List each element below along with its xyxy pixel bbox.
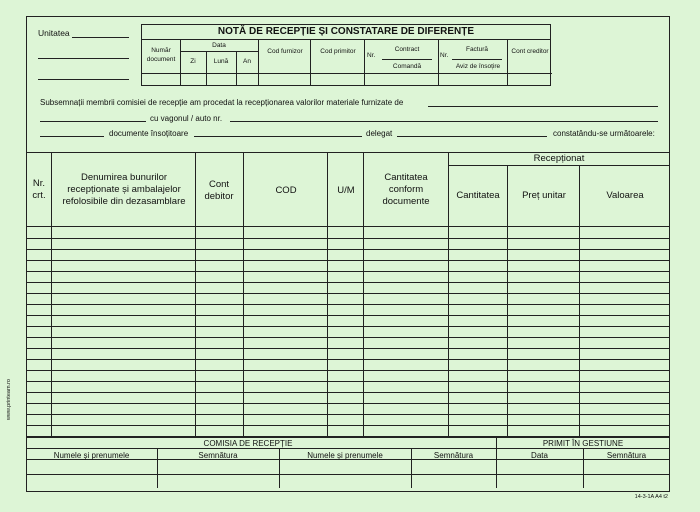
documents-field[interactable] — [194, 136, 362, 137]
col-name-header: Denumirea bunurilor recepționate și ambalajelor refolosibile din dezasamblare — [62, 172, 186, 207]
col-qty-header: Cantitatea — [456, 190, 500, 201]
invoice-nr-label: Nr. — [440, 52, 449, 59]
sign1-label: Semnătura — [198, 451, 238, 460]
header-box — [141, 24, 551, 86]
statement-line-3a: documente însoțitoare — [109, 129, 189, 138]
sign3-label: Semnătura — [606, 451, 647, 460]
unit-line-2[interactable] — [38, 58, 129, 59]
invoice-label: Factură — [465, 46, 489, 53]
col-um-header: U/M — [337, 185, 355, 196]
receiver-code-label: Cod primitor — [320, 48, 356, 55]
date-label: Data — [212, 42, 226, 49]
unit-line-1[interactable] — [72, 37, 129, 38]
unit-line-3[interactable] — [38, 79, 129, 80]
day-label: Zi — [190, 58, 196, 65]
vehicle-field[interactable] — [230, 121, 658, 122]
contract-label: Contract — [394, 46, 420, 53]
form-code: 14-3-1A A4 t2 — [634, 494, 668, 500]
name1-label: Numele și prenumele — [53, 451, 130, 460]
order-label: Comandă — [392, 63, 422, 70]
statement-line-2: cu vagonul / auto nr. — [150, 114, 223, 123]
statement-line-1: Subsemnații membrii comisiei de recepție am procedat la recepționarea valorilor materiale furnizate de — [40, 98, 404, 107]
unit-label: Unitatea — [38, 28, 70, 38]
doc-number-label: Număr document — [146, 47, 176, 63]
form-title: NOTĂ DE RECEPȚIE ȘI CONSTATARE DE DIFERENȚE — [142, 25, 550, 40]
creditor-account-label: Cont creditor — [511, 48, 549, 55]
received-group-header: Recepționat — [533, 153, 585, 164]
statement-field-3a[interactable] — [40, 136, 104, 137]
statement-line-3b: delegat — [366, 129, 393, 138]
supplier-code-label: Cod furnizor — [267, 48, 303, 55]
statement-line-3c: constatându-se următoarele: — [553, 129, 655, 138]
statement-field-2a[interactable] — [40, 121, 146, 122]
col-debit-header: Cont debitor — [204, 179, 234, 202]
delivery-note-label: Aviz de însoțire — [455, 63, 501, 70]
side-text: www.printeam.ro — [6, 379, 12, 420]
col-code-header: COD — [275, 185, 297, 196]
col-qty-doc-header: Cantitatea conform documente — [382, 172, 430, 207]
month-label: Lună — [213, 58, 229, 65]
delegate-field[interactable] — [397, 136, 547, 137]
col-price-header: Preț unitar — [522, 190, 566, 201]
contract-nr-label: Nr. — [367, 52, 376, 59]
col-value-header: Valoarea — [606, 190, 644, 201]
name2-label: Numele și prenumele — [307, 451, 383, 460]
year-label: An — [243, 58, 251, 65]
received-mgmt-label: PRIMIT ÎN GESTIUNE — [542, 439, 624, 448]
date-footer-label: Data — [531, 451, 548, 460]
commission-label: COMISIA DE RECEPȚIE — [203, 439, 293, 448]
col-nr-header: Nr. crt. — [32, 178, 46, 201]
sign2-label: Semnătura — [433, 451, 474, 460]
supplier-field[interactable] — [428, 106, 658, 107]
